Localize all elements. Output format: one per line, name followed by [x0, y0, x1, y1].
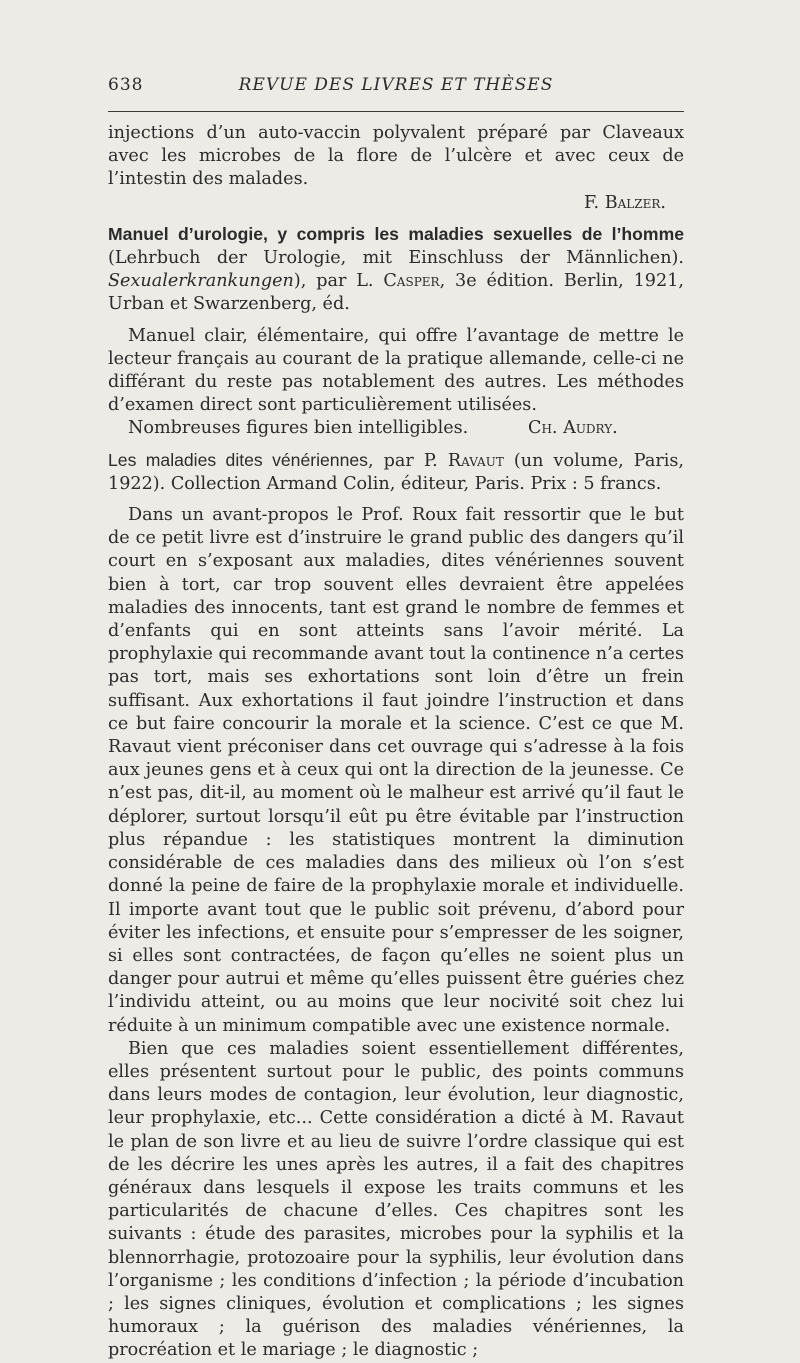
- review2-title: Les maladies dites vénériennes: [108, 449, 368, 470]
- signature-audry: Ch. Audry.: [528, 418, 618, 439]
- page-number: 638: [108, 75, 144, 95]
- review2-author: Ravaut: [447, 450, 504, 471]
- review1-author: Casper: [383, 271, 440, 292]
- review2-heading: Les maladies dites vénériennes, par P. Ravaut (un volume, Paris, 1922). Collection Armand Colin, éditeur, Paris. Prix : 5 francs.: [108, 449, 684, 494]
- review1-last-line: Nombreuses figures bien intelligibles. Ch. Audry.: [108, 417, 684, 440]
- review1-heading: Manuel d’urologie, y compris les maladies sexuelles de l’homme (Lehrbuch der Urologie, mit Einschluss der Männlichen). Sexualerkrankungen), par L. Casper, 3e édition. Berlin, 1921, Urban et Swarzenberg, éd.: [108, 223, 684, 315]
- signature-balzer: F. Balzer.: [584, 192, 666, 213]
- review2-paragraph-1: Dans un avant-propos le Prof. Roux fait ressortir que le but de ce petit livre est d’instruire le grand public des dangers qu’il court en s’exposant aux maladies, dites vénériennes souvent bien à tort, car trop souvent elles devraient être appelées maladies des innocents, tant est grand le nombre de femmes et d’enfants qui en sont atteints sans l’avoir mérité. La prophylaxie qui recommande avant tout la continence n’a certes pas tort, mais ses exhortations sont loin d’être un frein suffisant. Aux exhortations il faut joindre l’instruction et dans ce but faire concourir la morale et la science. C’est ce que M. Ravaut vient préconiser dans cet ouvrage qui s’adresse à la fois aux jeunes gens et à ceux qui ont la direction de la jeunesse. Ce n’est pas, dit-il, au moment où le malheur est arrivé qu’il faut le déplorer, surtout lorsqu’il eût pu être évitable par l’instruction plus répandue : les statistiques montrent la diminution considérable de ces maladies dans des milieux où l’on s’est donné la peine de faire de la prophylaxie morale et individuelle. Il importe avant tout que le public soit prévenu, d’abord pour éviter les infections, et ensuite pour s’empresser de les soigner, si elles sont contractées, de façon qu’elles ne soient plus un danger pour autrui et même qu’elles puissent être guéries chez l’individu atteint, ou au moins que leur nocivité soit chez lui réduite à un minimum compatible avec une existence normale.: [108, 505, 684, 1036]
- header-rule: [108, 111, 684, 112]
- text-block: [108, 122, 684, 1363]
- running-title: REVUE DES LIVRES ET THÈSES: [238, 75, 554, 95]
- page-header: [108, 75, 684, 105]
- review2-paragraph-2: Bien que ces maladies soient essentiellement différentes, elles présentent surtout pour le public, des points communs dans leurs modes de contagion, leur évolution, leur diagnostic, leur prophylaxie, etc... Cette considération a dicté à M. Ravaut le plan de son livre et au lieu de suivre l’ordre classique qui est de les décrire les unes après les autres, il a fait des chapitres généraux dans lesquels il expose les traits communs et les particularités de chacune d’elles. Ces chapitres sont les suivants : étude des parasites, microbes pour la syphilis et la blennorrhagie, protozoaire pour la syphilis, leur évolution dans l’organisme ; les conditions d’infection ; la période d’incubation ; les signes cliniques, évolution et complications ; les signes humoraux ; la guérison des maladies vénériennes, la procréation et le mariage ; le diagnostic ;: [108, 1038, 684, 1361]
- continuation-paragraph: injections d’un auto-vaccin polyvalent préparé par Claveaux avec les microbes de la flore de l’ulcère et avec ceux de l’intestin des malades.: [108, 123, 684, 190]
- review1-body: Manuel clair, élémentaire, qui offre l’avantage de mettre le lecteur français au courant de la pratique allemande, celle-ci ne différant du reste pas notablement des autres. Les méthodes d’examen direct sont particulièrement utilisées.: [108, 325, 684, 416]
- review1-title: Manuel d’urologie, y compris les maladies sexuelles de l’homme: [108, 223, 684, 244]
